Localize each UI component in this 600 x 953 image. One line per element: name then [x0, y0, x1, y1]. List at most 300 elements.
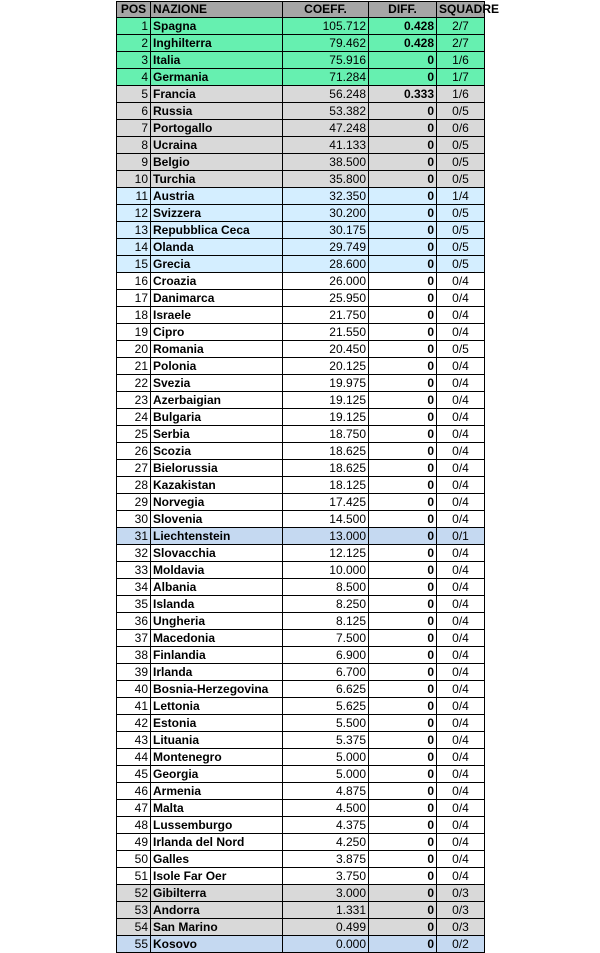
cell-coeff: 4.250 [283, 834, 369, 851]
cell-teams: 0/5 [437, 222, 485, 239]
cell-teams: 0/3 [437, 919, 485, 936]
cell-nation: Kazakistan [151, 477, 283, 494]
cell-teams: 0/4 [437, 494, 485, 511]
cell-nation: Isole Far Oer [151, 868, 283, 885]
cell-teams: 0/4 [437, 766, 485, 783]
cell-nation: Bielorussia [151, 460, 283, 477]
cell-diff: 0 [369, 52, 437, 69]
cell-diff: 0 [369, 409, 437, 426]
cell-pos: 44 [117, 749, 151, 766]
cell-coeff: 41.133 [283, 137, 369, 154]
cell-pos: 1 [117, 18, 151, 35]
cell-pos: 25 [117, 426, 151, 443]
cell-pos: 51 [117, 868, 151, 885]
cell-teams: 0/4 [437, 783, 485, 800]
cell-diff: 0 [369, 103, 437, 120]
table-row [117, 239, 485, 256]
cell-nation: Georgia [151, 766, 283, 783]
cell-coeff: 19.125 [283, 409, 369, 426]
cell-nation: Italia [151, 52, 283, 69]
cell-nation: Liechtenstein [151, 528, 283, 545]
cell-pos: 41 [117, 698, 151, 715]
cell-coeff: 7.500 [283, 630, 369, 647]
cell-diff: 0 [369, 868, 437, 885]
cell-diff: 0 [369, 171, 437, 188]
cell-nation: Andorra [151, 902, 283, 919]
cell-nation: Slovenia [151, 511, 283, 528]
cell-coeff: 38.500 [283, 154, 369, 171]
cell-pos: 42 [117, 715, 151, 732]
cell-nation: Repubblica Ceca [151, 222, 283, 239]
cell-diff: 0 [369, 681, 437, 698]
cell-diff: 0 [369, 800, 437, 817]
table-row [117, 545, 485, 562]
cell-teams: 0/4 [437, 681, 485, 698]
cell-coeff: 18.625 [283, 460, 369, 477]
cell-coeff: 5.375 [283, 732, 369, 749]
cell-nation: Lussemburgo [151, 817, 283, 834]
cell-diff: 0 [369, 358, 437, 375]
cell-pos: 38 [117, 647, 151, 664]
cell-pos: 55 [117, 936, 151, 953]
cell-diff: 0 [369, 273, 437, 290]
table-row [117, 256, 485, 273]
cell-nation: San Marino [151, 919, 283, 936]
cell-teams: 0/5 [437, 341, 485, 358]
cell-teams: 0/4 [437, 443, 485, 460]
cell-coeff: 47.248 [283, 120, 369, 137]
cell-nation: Romania [151, 341, 283, 358]
cell-pos: 47 [117, 800, 151, 817]
cell-coeff: 29.749 [283, 239, 369, 256]
cell-nation: Portogallo [151, 120, 283, 137]
table-row [117, 664, 485, 681]
table-row [117, 477, 485, 494]
cell-teams: 0/6 [437, 120, 485, 137]
cell-pos: 46 [117, 783, 151, 800]
cell-teams: 0/5 [437, 103, 485, 120]
cell-pos: 4 [117, 69, 151, 86]
cell-nation: Polonia [151, 358, 283, 375]
table-row [117, 460, 485, 477]
cell-diff: 0 [369, 188, 437, 205]
cell-teams: 1/4 [437, 188, 485, 205]
cell-nation: Moldavia [151, 562, 283, 579]
cell-diff: 0 [369, 732, 437, 749]
cell-coeff: 75.916 [283, 52, 369, 69]
cell-pos: 39 [117, 664, 151, 681]
cell-coeff: 18.750 [283, 426, 369, 443]
cell-nation: Lituania [151, 732, 283, 749]
cell-teams: 1/6 [437, 86, 485, 103]
cell-coeff: 0.000 [283, 936, 369, 953]
header-row [117, 2, 485, 18]
cell-pos: 24 [117, 409, 151, 426]
cell-teams: 0/4 [437, 800, 485, 817]
cell-teams: 0/2 [437, 936, 485, 953]
table-row [117, 358, 485, 375]
table-row [117, 52, 485, 69]
cell-coeff: 21.750 [283, 307, 369, 324]
cell-coeff: 56.248 [283, 86, 369, 103]
cell-teams: 0/4 [437, 834, 485, 851]
table-row [117, 188, 485, 205]
cell-teams: 0/4 [437, 409, 485, 426]
cell-diff: 0 [369, 749, 437, 766]
cell-diff: 0 [369, 766, 437, 783]
cell-nation: Ungheria [151, 613, 283, 630]
cell-teams: 0/4 [437, 732, 485, 749]
cell-teams: 0/5 [437, 137, 485, 154]
cell-nation: Israele [151, 307, 283, 324]
cell-diff: 0 [369, 443, 437, 460]
cell-teams: 0/4 [437, 749, 485, 766]
cell-pos: 19 [117, 324, 151, 341]
cell-diff: 0 [369, 562, 437, 579]
cell-nation: Norvegia [151, 494, 283, 511]
table-row [117, 766, 485, 783]
cell-nation: Russia [151, 103, 283, 120]
cell-teams: 0/5 [437, 171, 485, 188]
table-row [117, 392, 485, 409]
cell-teams: 0/4 [437, 324, 485, 341]
table-row [117, 800, 485, 817]
cell-teams: 0/4 [437, 511, 485, 528]
table-row [117, 341, 485, 358]
cell-diff: 0 [369, 596, 437, 613]
cell-nation: Macedonia [151, 630, 283, 647]
ranking-table [116, 1, 500, 953]
table-row [117, 137, 485, 154]
cell-coeff: 6.900 [283, 647, 369, 664]
cell-teams: 0/4 [437, 579, 485, 596]
cell-diff: 0 [369, 698, 437, 715]
cell-nation: Svizzera [151, 205, 283, 222]
cell-diff: 0 [369, 613, 437, 630]
cell-nation: Bosnia-Herzegovina [151, 681, 283, 698]
cell-pos: 15 [117, 256, 151, 273]
cell-pos: 12 [117, 205, 151, 222]
cell-pos: 2 [117, 35, 151, 52]
cell-nation: Kosovo [151, 936, 283, 953]
cell-diff: 0 [369, 375, 437, 392]
table-row [117, 562, 485, 579]
cell-teams: 0/4 [437, 290, 485, 307]
cell-coeff: 0.499 [283, 919, 369, 936]
cell-nation: Croazia [151, 273, 283, 290]
table-row [117, 443, 485, 460]
table-row [117, 375, 485, 392]
cell-pos: 48 [117, 817, 151, 834]
cell-pos: 5 [117, 86, 151, 103]
table-row [117, 154, 485, 171]
table-row [117, 290, 485, 307]
cell-pos: 14 [117, 239, 151, 256]
header-coeff: COEFF. [283, 2, 369, 18]
cell-nation: Danimarca [151, 290, 283, 307]
cell-coeff: 25.950 [283, 290, 369, 307]
table-row [117, 749, 485, 766]
table-row [117, 851, 485, 868]
cell-coeff: 5.625 [283, 698, 369, 715]
table-body [117, 18, 485, 953]
header-nation: NAZIONE [151, 2, 283, 18]
cell-coeff: 5.500 [283, 715, 369, 732]
cell-teams: 0/4 [437, 613, 485, 630]
cell-coeff: 14.500 [283, 511, 369, 528]
cell-pos: 30 [117, 511, 151, 528]
cell-pos: 28 [117, 477, 151, 494]
cell-coeff: 5.000 [283, 749, 369, 766]
cell-nation: Lettonia [151, 698, 283, 715]
cell-pos: 40 [117, 681, 151, 698]
cell-diff: 0 [369, 817, 437, 834]
header-diff: DIFF. [369, 2, 437, 18]
header-teams: SQUADRE [437, 2, 485, 18]
cell-coeff: 6.625 [283, 681, 369, 698]
cell-teams: 0/1 [437, 528, 485, 545]
cell-pos: 37 [117, 630, 151, 647]
cell-pos: 16 [117, 273, 151, 290]
cell-coeff: 26.000 [283, 273, 369, 290]
cell-nation: Svezia [151, 375, 283, 392]
cell-pos: 27 [117, 460, 151, 477]
table-row [117, 171, 485, 188]
cell-teams: 0/4 [437, 698, 485, 715]
cell-coeff: 3.875 [283, 851, 369, 868]
cell-coeff: 30.200 [283, 205, 369, 222]
cell-teams: 0/3 [437, 902, 485, 919]
cell-diff: 0 [369, 715, 437, 732]
cell-coeff: 105.712 [283, 18, 369, 35]
cell-pos: 23 [117, 392, 151, 409]
cell-diff: 0 [369, 664, 437, 681]
cell-nation: Belgio [151, 154, 283, 171]
cell-nation: Irlanda del Nord [151, 834, 283, 851]
cell-diff: 0 [369, 324, 437, 341]
table-row [117, 817, 485, 834]
cell-pos: 52 [117, 885, 151, 902]
cell-coeff: 19.125 [283, 392, 369, 409]
table-row [117, 307, 485, 324]
cell-pos: 54 [117, 919, 151, 936]
cell-diff: 0 [369, 341, 437, 358]
cell-teams: 0/4 [437, 868, 485, 885]
cell-teams: 0/4 [437, 375, 485, 392]
cell-nation: Albania [151, 579, 283, 596]
cell-pos: 26 [117, 443, 151, 460]
cell-teams: 1/7 [437, 69, 485, 86]
table-header [117, 2, 500, 18]
cell-pos: 13 [117, 222, 151, 239]
cell-teams: 0/4 [437, 851, 485, 868]
cell-diff: 0 [369, 205, 437, 222]
cell-diff: 0 [369, 290, 437, 307]
table-row [117, 18, 485, 35]
cell-teams: 0/4 [437, 392, 485, 409]
cell-nation: Germania [151, 69, 283, 86]
cell-teams: 2/7 [437, 35, 485, 52]
cell-teams: 0/4 [437, 647, 485, 664]
table-row [117, 273, 485, 290]
cell-coeff: 4.375 [283, 817, 369, 834]
table-row [117, 936, 485, 953]
cell-pos: 43 [117, 732, 151, 749]
cell-teams: 1/6 [437, 52, 485, 69]
cell-coeff: 6.700 [283, 664, 369, 681]
cell-pos: 33 [117, 562, 151, 579]
cell-diff: 0 [369, 511, 437, 528]
cell-coeff: 20.125 [283, 358, 369, 375]
cell-teams: 0/4 [437, 358, 485, 375]
table-row [117, 205, 485, 222]
cell-coeff: 3.750 [283, 868, 369, 885]
cell-pos: 6 [117, 103, 151, 120]
cell-pos: 11 [117, 188, 151, 205]
cell-diff: 0 [369, 392, 437, 409]
table-row [117, 698, 485, 715]
cell-nation: Olanda [151, 239, 283, 256]
table-row [117, 613, 485, 630]
table-row [117, 494, 485, 511]
cell-diff: 0.428 [369, 35, 437, 52]
cell-pos: 7 [117, 120, 151, 137]
cell-coeff: 4.875 [283, 783, 369, 800]
cell-nation: Cipro [151, 324, 283, 341]
table-row [117, 35, 485, 52]
cell-diff: 0 [369, 885, 437, 902]
cell-pos: 36 [117, 613, 151, 630]
cell-nation: Ucraina [151, 137, 283, 154]
cell-teams: 0/4 [437, 307, 485, 324]
cell-pos: 22 [117, 375, 151, 392]
cell-teams: 0/5 [437, 239, 485, 256]
cell-pos: 20 [117, 341, 151, 358]
cell-nation: Irlanda [151, 664, 283, 681]
cell-diff: 0 [369, 936, 437, 953]
table-row [117, 409, 485, 426]
cell-coeff: 17.425 [283, 494, 369, 511]
cell-diff: 0 [369, 919, 437, 936]
cell-coeff: 10.000 [283, 562, 369, 579]
cell-teams: 0/4 [437, 664, 485, 681]
cell-nation: Spagna [151, 18, 283, 35]
cell-nation: Finlandia [151, 647, 283, 664]
cell-teams: 0/4 [437, 562, 485, 579]
cell-pos: 18 [117, 307, 151, 324]
cell-pos: 29 [117, 494, 151, 511]
cell-diff: 0 [369, 307, 437, 324]
cell-coeff: 28.600 [283, 256, 369, 273]
cell-diff: 0 [369, 137, 437, 154]
cell-diff: 0 [369, 851, 437, 868]
cell-coeff: 35.800 [283, 171, 369, 188]
cell-diff: 0 [369, 528, 437, 545]
table-row [117, 511, 485, 528]
cell-teams: 0/4 [437, 715, 485, 732]
table-row [117, 902, 485, 919]
cell-diff: 0 [369, 783, 437, 800]
cell-pos: 49 [117, 834, 151, 851]
cell-nation: Islanda [151, 596, 283, 613]
table-row [117, 919, 485, 936]
table-row [117, 783, 485, 800]
cell-teams: 0/4 [437, 596, 485, 613]
cell-nation: Grecia [151, 256, 283, 273]
cell-pos: 50 [117, 851, 151, 868]
cell-teams: 0/5 [437, 154, 485, 171]
cell-coeff: 8.500 [283, 579, 369, 596]
cell-coeff: 8.250 [283, 596, 369, 613]
cell-teams: 0/4 [437, 817, 485, 834]
cell-nation: Estonia [151, 715, 283, 732]
cell-diff: 0.428 [369, 18, 437, 35]
cell-teams: 0/5 [437, 205, 485, 222]
cell-diff: 0 [369, 579, 437, 596]
cell-coeff: 30.175 [283, 222, 369, 239]
cell-nation: Francia [151, 86, 283, 103]
cell-pos: 17 [117, 290, 151, 307]
table-row [117, 715, 485, 732]
cell-pos: 9 [117, 154, 151, 171]
cell-coeff: 8.125 [283, 613, 369, 630]
table-row [117, 647, 485, 664]
cell-nation: Armenia [151, 783, 283, 800]
cell-teams: 0/4 [437, 460, 485, 477]
table-row [117, 630, 485, 647]
cell-coeff: 18.125 [283, 477, 369, 494]
cell-coeff: 18.625 [283, 443, 369, 460]
cell-coeff: 3.000 [283, 885, 369, 902]
cell-diff: 0 [369, 834, 437, 851]
cell-pos: 32 [117, 545, 151, 562]
cell-nation: Scozia [151, 443, 283, 460]
cell-pos: 53 [117, 902, 151, 919]
cell-teams: 0/5 [437, 256, 485, 273]
table-row [117, 222, 485, 239]
table-row [117, 681, 485, 698]
cell-diff: 0 [369, 477, 437, 494]
table-row [117, 885, 485, 902]
table-row [117, 868, 485, 885]
table-row [117, 69, 485, 86]
cell-nation: Inghilterra [151, 35, 283, 52]
cell-nation: Gibilterra [151, 885, 283, 902]
cell-nation: Bulgaria [151, 409, 283, 426]
cell-teams: 0/4 [437, 545, 485, 562]
cell-diff: 0 [369, 545, 437, 562]
cell-nation: Slovacchia [151, 545, 283, 562]
cell-nation: Turchia [151, 171, 283, 188]
cell-pos: 3 [117, 52, 151, 69]
table-row [117, 120, 485, 137]
cell-diff: 0 [369, 239, 437, 256]
cell-diff: 0 [369, 647, 437, 664]
cell-diff: 0.333 [369, 86, 437, 103]
cell-pos: 31 [117, 528, 151, 545]
cell-coeff: 79.462 [283, 35, 369, 52]
table-row [117, 579, 485, 596]
cell-diff: 0 [369, 902, 437, 919]
cell-coeff: 5.000 [283, 766, 369, 783]
cell-coeff: 13.000 [283, 528, 369, 545]
cell-diff: 0 [369, 494, 437, 511]
cell-coeff: 1.331 [283, 902, 369, 919]
cell-coeff: 19.975 [283, 375, 369, 392]
cell-nation: Austria [151, 188, 283, 205]
table-row [117, 528, 485, 545]
cell-nation: Montenegro [151, 749, 283, 766]
